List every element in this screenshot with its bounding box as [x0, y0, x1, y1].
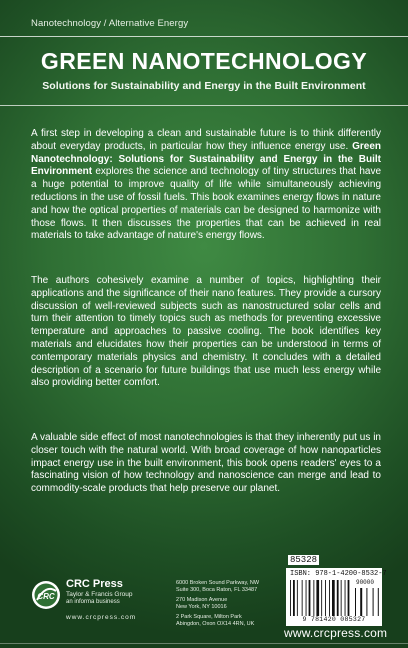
isbn-13-digits: 9 781420 085327	[302, 616, 366, 623]
barcode-stripe	[337, 580, 339, 616]
publisher-website[interactable]: www.crcpress.com	[66, 614, 137, 621]
barcode-stripe	[309, 580, 311, 616]
barcode-stripe	[373, 588, 374, 616]
p1-rest: explores the science and technology of tiny structures that have a huge potential to improve quality of life while simultaneously achieving reductions in the use of fossil fuels. This book examines energy flows in nature and how the optical properties of materials can be designed to harmonize with those flows. It then discusses the properties that can be achieved in real materials to take advantage of nature's energy flows.	[31, 166, 381, 242]
header-divider	[0, 105, 408, 106]
barcode-stripe	[325, 580, 326, 616]
publisher-address	[176, 580, 286, 628]
barcode-stripe	[378, 588, 379, 616]
address-line: 2 Park Square, Milton Park	[176, 614, 242, 620]
address-line: New York, NY 10016	[176, 604, 227, 610]
barcode-stripe	[316, 580, 319, 616]
barcode-stripe	[297, 580, 298, 616]
bottom-divider	[0, 643, 408, 644]
isbn-label: ISBN: 978-1-4200-8532-7	[290, 570, 387, 578]
barcode-stripe	[306, 580, 307, 616]
barcode-stripe	[341, 580, 342, 616]
address-line: Abingdon, Oxon OX14 4RN, UK	[176, 621, 255, 627]
logo-text: CRC	[37, 592, 55, 601]
publisher-block	[66, 578, 132, 605]
description-paragraph-3: A valuable side effect of most nanotechnologies is that they inherently put us in closer touch with the natural world. With broad coverage of how nanoparticles impact energy use in the built environment, this book opens readers' eyes to a fascinating vision of how technology and nanoscience can merge and lead to commodity-scale products that help preserve our planet.	[31, 432, 381, 495]
barcode-stripe	[355, 588, 356, 616]
address-line: Suite 300, Boca Raton, FL 33487	[176, 587, 258, 593]
footer-website[interactable]: www.crcpress.com	[284, 626, 388, 640]
book-title: GREEN NANOTECHNOLOGY	[40, 48, 368, 74]
address-line: 270 Madison Avenue	[176, 597, 228, 603]
top-divider	[0, 36, 408, 37]
barcode-stripe	[321, 580, 322, 616]
description-paragraph-1	[31, 128, 381, 243]
book-subtitle: Solutions for Sustainability and Energy in the Built Environment	[42, 80, 366, 92]
publisher-name: CRC Press	[66, 578, 123, 590]
barcode-stripe	[345, 580, 346, 616]
barcode-stripe	[360, 588, 362, 616]
barcode-stripe	[293, 580, 295, 616]
price-code: 90000	[352, 579, 378, 586]
p1-book-title: Green Nanotechnology: Solutions for Sustainability and Energy in the Built Environment	[31, 140, 381, 178]
barcode-stripe	[329, 580, 330, 616]
barcode-stripe	[302, 580, 303, 616]
crc-press-logo	[31, 580, 61, 610]
barcode-stripe	[348, 580, 350, 616]
category-label: Nanotechnology / Alternative Energy	[31, 18, 189, 29]
barcode-code: 85328	[290, 555, 318, 565]
address-line: 6000 Broken Sound Parkway, NW	[176, 580, 260, 586]
barcode-box	[286, 568, 387, 626]
p1-intro: A first step in developing a clean and sustainable future is to think differently about everyday products, in particular how they influence energy use.	[31, 128, 381, 152]
barcode-stripe	[332, 580, 335, 616]
barcode-stripe	[290, 580, 291, 616]
barcode-stripe	[313, 580, 314, 616]
publisher-group: Taylor & Francis Group	[66, 591, 133, 598]
barcode-stripe	[366, 588, 367, 616]
description-paragraph-2: The authors cohesively examine a number of topics, highlighting their applications and the significance of their nano features. They provide a cursory discussion of well-reviewed subjects such as nanostructured solar cells and turn their attention to timely topics such as methods for preventing excessive temperature and approaches to passive cooling. The book identifies key materials and elucidates how their properties can be understood in terms of contemporary materials physics and chemistry. It concludes with a detailed description of a scenario for future buildings that use much less energy while also providing better comfort.	[31, 275, 381, 389]
publisher-business: an informa business	[66, 599, 120, 605]
